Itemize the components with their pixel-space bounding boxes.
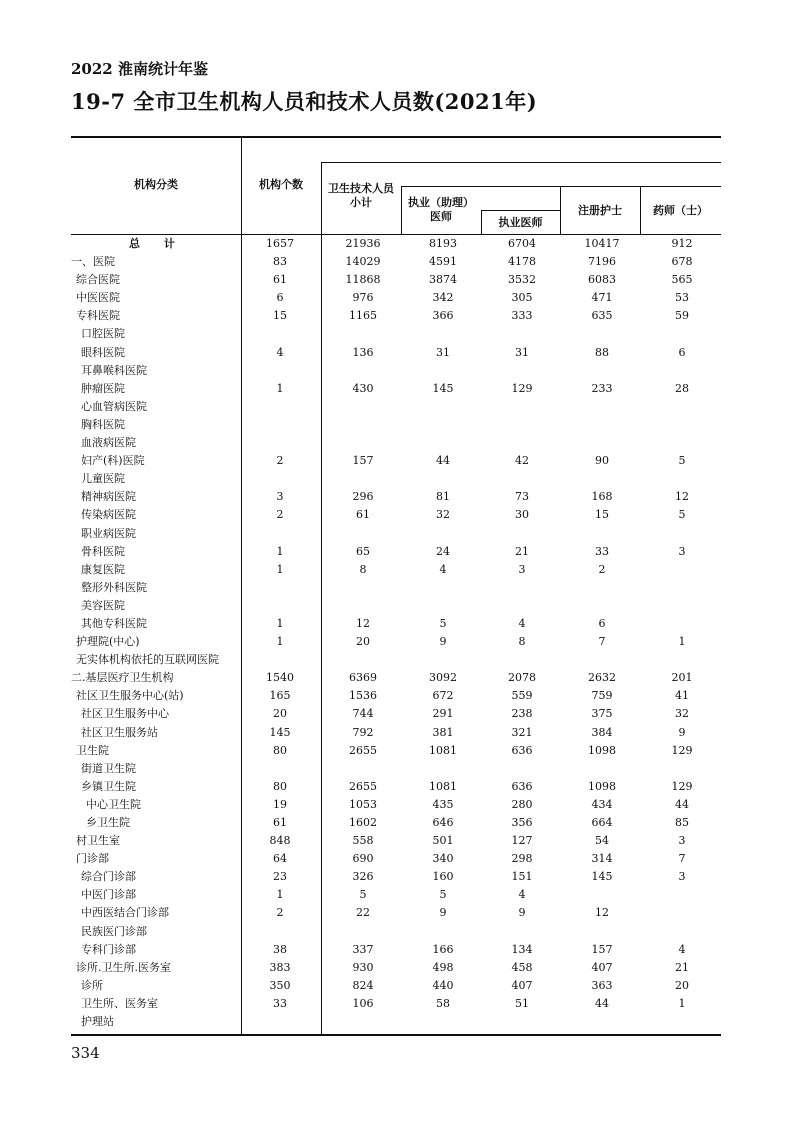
table-row <box>71 325 721 343</box>
row-label: 肿瘤医院 <box>81 381 125 395</box>
row-label: 社区卫生服务站 <box>81 725 158 739</box>
row-value: 6 <box>276 291 284 305</box>
table-row <box>71 470 721 488</box>
row-value: 407 <box>511 978 533 992</box>
table-row <box>71 253 721 271</box>
row-value: 4 <box>276 345 284 359</box>
table-row <box>71 434 721 452</box>
row-value: 129 <box>671 779 693 793</box>
table-row <box>71 543 721 561</box>
header-count: 机构个数 <box>259 178 303 191</box>
row-value: 1 <box>276 888 284 902</box>
row-value: 2 <box>276 454 284 468</box>
row-value: 9 <box>439 635 447 649</box>
row-value: 337 <box>352 942 374 956</box>
row-label: 其他专科医院 <box>81 616 147 630</box>
row-value: 375 <box>591 707 613 721</box>
row-value: 15 <box>595 508 609 522</box>
row-value: 9 <box>439 906 447 920</box>
row-value: 1657 <box>266 237 294 250</box>
row-value: 2 <box>598 562 606 576</box>
row-label: 整形外科医院 <box>81 580 147 594</box>
table-row <box>71 452 721 470</box>
row-value: 4591 <box>429 255 457 269</box>
row-value: 342 <box>432 291 454 305</box>
row-value: 3 <box>518 562 526 576</box>
row-label: 专科门诊部 <box>81 942 136 956</box>
table-row <box>71 705 721 723</box>
row-value: 501 <box>432 834 454 848</box>
row-value: 22 <box>356 906 370 920</box>
row-value: 3532 <box>508 273 536 287</box>
row-value: 145 <box>591 870 613 884</box>
row-label: 综合门诊部 <box>81 870 136 884</box>
row-value: 30 <box>515 508 529 522</box>
row-value: 690 <box>352 852 374 866</box>
row-value: 53 <box>675 291 689 305</box>
row-label: 护理站 <box>81 1015 114 1029</box>
row-value: 1602 <box>349 816 377 829</box>
divider <box>481 210 560 211</box>
row-value: 1540 <box>266 671 294 685</box>
row-value: 1165 <box>349 309 377 323</box>
table-row <box>71 687 721 705</box>
row-label: 社区卫生服务中心 <box>81 707 169 721</box>
row-label: 精神病医院 <box>81 490 136 504</box>
row-value: 2632 <box>588 671 616 685</box>
table-row <box>71 923 721 941</box>
row-value: 471 <box>591 291 613 305</box>
row-label: 村卫生室 <box>76 834 120 848</box>
row-value: 2 <box>276 906 284 920</box>
row-value: 1081 <box>429 743 457 757</box>
row-label: 综合医院 <box>76 273 120 287</box>
row-label: 血液病医院 <box>81 436 136 450</box>
row-value: 9 <box>518 906 526 920</box>
row-value: 12 <box>675 490 689 504</box>
row-value: 42 <box>515 454 529 468</box>
row-label: 护理院(中心) <box>76 635 140 649</box>
table-row <box>71 1013 721 1031</box>
table-row <box>71 362 721 380</box>
row-value: 565 <box>671 273 693 287</box>
row-value: 912 <box>671 237 693 250</box>
row-value: 41 <box>675 689 689 703</box>
header-practicing-assistant: 执业（助理） <box>408 196 474 209</box>
table-row <box>71 995 721 1013</box>
row-value: 636 <box>511 743 533 757</box>
header-category: 机构分类 <box>134 178 178 191</box>
row-value: 744 <box>352 707 374 721</box>
row-label: 乡卫生院 <box>86 816 130 829</box>
table-row <box>71 832 721 850</box>
row-value: 88 <box>595 345 609 359</box>
row-label: 总 计 <box>129 237 185 250</box>
row-value: 21936 <box>345 237 381 250</box>
row-label: 职业病医院 <box>81 526 136 540</box>
row-value: 129 <box>511 381 533 395</box>
row-label: 街道卫生院 <box>81 761 136 775</box>
row-label: 无实体机构依托的互联网医院 <box>76 653 219 667</box>
data-table <box>71 136 721 1036</box>
row-value: 363 <box>591 978 613 992</box>
row-value: 6369 <box>349 671 377 685</box>
table-row <box>71 742 721 760</box>
row-value: 1 <box>276 616 284 630</box>
row-value: 6 <box>598 616 606 630</box>
divider <box>321 162 721 163</box>
row-value: 430 <box>352 381 374 395</box>
row-value: 326 <box>352 870 374 884</box>
row-value: 558 <box>352 834 374 848</box>
table-row <box>71 235 721 253</box>
row-value: 11868 <box>345 273 381 287</box>
row-value: 672 <box>432 689 454 703</box>
row-label: 乡镇卫生院 <box>81 779 136 793</box>
row-value: 20 <box>356 635 370 649</box>
row-value: 61 <box>356 508 370 522</box>
row-value: 1053 <box>349 797 377 811</box>
row-value: 201 <box>671 671 693 685</box>
row-value: 7 <box>678 852 686 866</box>
row-value: 19 <box>273 797 287 811</box>
row-label: 中医医院 <box>76 291 120 305</box>
row-value: 7 <box>598 635 606 649</box>
row-value: 64 <box>273 852 287 866</box>
table-row <box>71 669 721 687</box>
row-value: 1 <box>678 996 686 1010</box>
row-value: 384 <box>591 725 613 739</box>
row-value: 160 <box>432 870 454 884</box>
row-value: 6083 <box>588 273 616 287</box>
row-value: 106 <box>352 996 374 1010</box>
row-value: 31 <box>515 345 529 359</box>
row-value: 407 <box>591 960 613 974</box>
row-value: 80 <box>273 779 287 793</box>
row-value: 291 <box>432 707 454 721</box>
row-value: 151 <box>511 870 533 884</box>
table-row <box>71 724 721 742</box>
table-row <box>71 506 721 524</box>
row-label: 妇产(科)医院 <box>81 454 145 468</box>
table-row <box>71 850 721 868</box>
row-label: 美容医院 <box>81 598 125 612</box>
row-value: 32 <box>675 707 689 721</box>
row-value: 44 <box>436 454 450 468</box>
row-value: 1 <box>276 635 284 649</box>
row-value: 356 <box>511 816 533 829</box>
row-label: 骨科医院 <box>81 544 125 558</box>
row-label: 社区卫生服务中心(站) <box>76 689 184 703</box>
row-value: 321 <box>511 725 533 739</box>
row-value: 85 <box>675 816 689 829</box>
row-value: 848 <box>269 834 291 848</box>
row-value: 61 <box>273 816 287 829</box>
row-value: 20 <box>273 707 287 721</box>
row-value: 3874 <box>429 273 457 287</box>
table-row <box>71 796 721 814</box>
row-label: 卫生所、医务室 <box>81 996 158 1010</box>
table-row <box>71 959 721 977</box>
divider <box>401 186 560 187</box>
row-value: 51 <box>515 996 529 1010</box>
table-row <box>71 488 721 506</box>
row-value: 498 <box>432 960 454 974</box>
table-row <box>71 778 721 796</box>
row-value: 136 <box>352 345 374 359</box>
row-label: 二.基层医疗卫生机构 <box>71 671 174 685</box>
row-value: 298 <box>511 852 533 866</box>
table-row <box>71 380 721 398</box>
row-value: 314 <box>591 852 613 866</box>
row-value: 5 <box>439 616 447 630</box>
row-value: 145 <box>269 725 291 739</box>
row-value: 350 <box>269 978 291 992</box>
row-value: 33 <box>273 996 287 1010</box>
row-value: 383 <box>269 960 291 974</box>
row-value: 381 <box>432 725 454 739</box>
row-value: 340 <box>432 852 454 866</box>
row-label: 诊所.卫生所.医务室 <box>76 960 171 974</box>
row-value: 440 <box>432 978 454 992</box>
row-value: 366 <box>432 309 454 323</box>
table-title: 19-7 全市卫生机构人员和技术人员数(2021年) <box>71 89 538 114</box>
table-row <box>71 416 721 434</box>
row-value: 1081 <box>429 779 457 793</box>
row-value: 5 <box>678 454 686 468</box>
row-value: 5 <box>439 888 447 902</box>
table-header <box>71 138 721 235</box>
row-value: 165 <box>269 689 291 703</box>
table-row <box>71 941 721 959</box>
header-pharmacist: 药师（士） <box>653 204 708 217</box>
row-value: 4 <box>518 888 526 902</box>
row-label: 中西医结合门诊部 <box>81 906 169 920</box>
row-value: 5 <box>359 888 367 902</box>
row-label: 胸科医院 <box>81 417 125 431</box>
row-value: 280 <box>511 797 533 811</box>
row-value: 12 <box>595 906 609 920</box>
row-value: 930 <box>352 960 374 974</box>
row-value: 296 <box>352 490 374 504</box>
row-value: 59 <box>675 309 689 323</box>
row-value: 3092 <box>429 671 457 685</box>
page-number: 334 <box>71 1044 100 1062</box>
row-value: 1 <box>678 635 686 649</box>
row-label: 卫生院 <box>76 743 109 757</box>
row-label: 民族医门诊部 <box>81 924 147 938</box>
row-label: 传染病医院 <box>81 508 136 522</box>
row-value: 238 <box>511 707 533 721</box>
table-row <box>71 525 721 543</box>
row-value: 38 <box>273 942 287 956</box>
row-value: 31 <box>436 345 450 359</box>
row-value: 678 <box>671 255 693 269</box>
row-value: 58 <box>436 996 450 1010</box>
row-value: 1536 <box>349 689 377 703</box>
row-value: 8193 <box>429 237 457 250</box>
row-label: 诊所 <box>81 978 103 992</box>
row-value: 2 <box>276 508 284 522</box>
row-value: 129 <box>671 743 693 757</box>
row-value: 233 <box>591 381 613 395</box>
row-value: 458 <box>511 960 533 974</box>
row-value: 4 <box>439 562 447 576</box>
row-value: 435 <box>432 797 454 811</box>
row-value: 44 <box>675 797 689 811</box>
table-row <box>71 904 721 922</box>
row-value: 9 <box>678 725 686 739</box>
row-value: 21 <box>515 544 529 558</box>
row-label: 康复医院 <box>81 562 125 576</box>
row-value: 636 <box>511 779 533 793</box>
row-value: 73 <box>515 490 529 504</box>
row-value: 333 <box>511 309 533 323</box>
table-row <box>71 615 721 633</box>
row-value: 33 <box>595 544 609 558</box>
row-value: 1098 <box>588 743 616 757</box>
row-value: 3 <box>678 870 686 884</box>
row-value: 434 <box>591 797 613 811</box>
row-value: 134 <box>511 942 533 956</box>
row-value: 157 <box>352 454 374 468</box>
row-value: 1098 <box>588 779 616 793</box>
row-value: 3 <box>678 834 686 848</box>
row-value: 81 <box>436 490 450 504</box>
row-value: 3 <box>276 490 284 504</box>
row-value: 8 <box>518 635 526 649</box>
table-row <box>71 814 721 832</box>
row-value: 2078 <box>508 671 536 685</box>
row-value: 976 <box>352 291 374 305</box>
row-value: 2655 <box>349 779 377 793</box>
row-value: 4178 <box>508 255 536 269</box>
row-value: 3 <box>678 544 686 558</box>
row-value: 10417 <box>584 237 620 250</box>
row-value: 166 <box>432 942 454 956</box>
row-value: 8 <box>359 562 367 576</box>
row-value: 4 <box>518 616 526 630</box>
header-tech-staff: 卫生技术人员 <box>328 182 394 195</box>
row-value: 12 <box>356 616 370 630</box>
header-physician: 医师 <box>430 210 452 223</box>
row-value: 559 <box>511 689 533 703</box>
row-value: 1 <box>276 381 284 395</box>
table-body <box>71 235 721 1031</box>
table-row <box>71 760 721 778</box>
row-value: 1 <box>276 544 284 558</box>
row-label: 专科医院 <box>76 309 120 323</box>
row-value: 792 <box>352 725 374 739</box>
row-label: 口腔医院 <box>81 327 125 341</box>
row-value: 80 <box>273 743 287 757</box>
row-value: 1 <box>276 562 284 576</box>
table-row <box>71 597 721 615</box>
row-value: 168 <box>591 490 613 504</box>
row-value: 44 <box>595 996 609 1010</box>
row-value: 54 <box>595 834 609 848</box>
table-row <box>71 344 721 362</box>
row-value: 7196 <box>588 255 616 269</box>
row-value: 32 <box>436 508 450 522</box>
row-value: 145 <box>432 381 454 395</box>
row-value: 28 <box>675 381 689 395</box>
row-value: 759 <box>591 689 613 703</box>
row-value: 14029 <box>345 255 381 269</box>
row-value: 5 <box>678 508 686 522</box>
row-label: 门诊部 <box>76 852 109 866</box>
row-value: 2655 <box>349 743 377 757</box>
header-subtotal: 小计 <box>350 196 372 209</box>
row-label: 耳鼻喉科医院 <box>81 363 147 377</box>
row-label: 心血管病医院 <box>81 399 147 413</box>
row-value: 23 <box>273 870 287 884</box>
row-value: 90 <box>595 454 609 468</box>
row-label: 一、医院 <box>71 255 115 269</box>
table-row <box>71 271 721 289</box>
row-value: 6 <box>678 345 686 359</box>
table-row <box>71 651 721 669</box>
table-row <box>71 398 721 416</box>
row-value: 646 <box>432 816 454 829</box>
row-value: 664 <box>591 816 613 829</box>
row-label: 眼科医院 <box>81 345 125 359</box>
row-value: 61 <box>273 273 287 287</box>
table-row <box>71 633 721 651</box>
row-value: 127 <box>511 834 533 848</box>
header-nurse: 注册护士 <box>578 204 622 217</box>
table-row <box>71 307 721 325</box>
row-value: 65 <box>356 544 370 558</box>
row-value: 824 <box>352 978 374 992</box>
row-value: 305 <box>511 291 533 305</box>
table-row <box>71 579 721 597</box>
row-value: 15 <box>273 309 287 323</box>
table-row <box>71 561 721 579</box>
row-label: 中心卫生院 <box>86 797 141 811</box>
row-value: 635 <box>591 309 613 323</box>
row-value: 6704 <box>508 237 536 250</box>
row-value: 83 <box>273 255 287 269</box>
table-row <box>71 868 721 886</box>
row-value: 21 <box>675 960 689 974</box>
row-label: 中医门诊部 <box>81 888 136 902</box>
row-label: 儿童医院 <box>81 472 125 486</box>
yearbook-title: 2022 淮南统计年鉴 <box>71 60 208 78</box>
table-row <box>71 886 721 904</box>
table-row <box>71 977 721 995</box>
table-row <box>71 289 721 307</box>
row-value: 20 <box>675 978 689 992</box>
header-practicing-physician: 执业医师 <box>498 216 543 229</box>
divider <box>560 186 721 187</box>
row-value: 24 <box>436 544 450 558</box>
row-value: 157 <box>591 942 613 956</box>
row-value: 4 <box>678 942 686 956</box>
